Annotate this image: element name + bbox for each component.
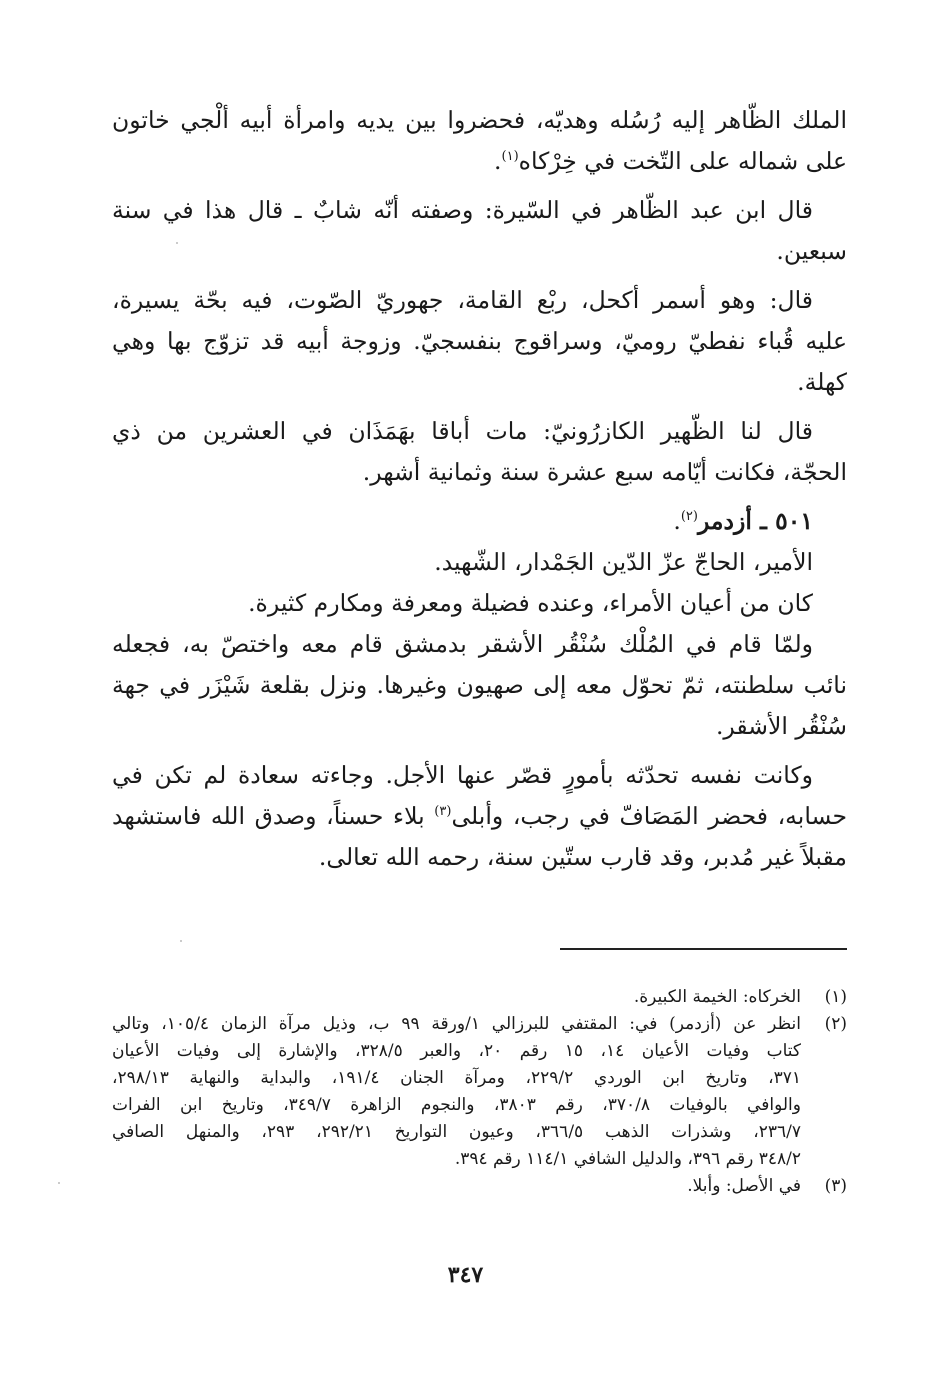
text-line	[112, 501, 847, 542]
footnotes	[112, 984, 847, 1200]
text-line: عليه قُباء نفطيّ روميّ، وسراقوج بنفسجيّ. وزوجة أبيه قد تزوّج بها وهي	[112, 327, 847, 355]
text-line: ٢٣٦/٧، وشذرات الذهب ٣٦٦/٥، وعيون التواريخ ٢٩٢/٢١، ٢٩٣، والمنهل الصافي	[112, 1122, 802, 1142]
text-line: الحجّة، فكانت أيّامه سبع عشرة سنة وثمانية أشهر.	[362, 458, 847, 486]
footnote-3	[112, 1173, 847, 1200]
text-line: في الأصل: وأبلا.	[687, 1176, 801, 1196]
footnote-number: (٢)	[824, 1014, 847, 1034]
main-text	[112, 100, 847, 886]
paragraph-3	[112, 280, 847, 403]
text-line: قال لنا الظّهير الكازرُونيّ: مات أباقا بهَمَذَان في العشرين من ذي	[112, 417, 813, 445]
footnote-divider	[560, 948, 847, 950]
text-line: انظر عن (أزدمر) في: المقتفي للبرزالي ١/ورقة ٩٩ ب، وذيل مرآة الزمان ١٠٥/٤، وتالي	[112, 1014, 801, 1034]
text-line	[112, 796, 847, 837]
text-line: الخركاه: الخيمة الكبيرة.	[633, 987, 801, 1007]
entry-paragraph-3	[112, 624, 847, 747]
paragraph-4	[112, 411, 847, 493]
text-line: قال: وهو أسمر أكحل، ربْع القامة، جهوريّ الصّوت، فيه بحّة يسيرة،	[112, 286, 813, 314]
entry-heading	[112, 501, 847, 542]
footnote-1	[112, 984, 847, 1011]
footnote-number: (١)	[824, 987, 847, 1007]
entry-line-2	[112, 583, 847, 624]
text-line: سبعين.	[776, 237, 847, 265]
text-line: ٣٧١، وتاريخ ابن الوردي ٢٢٩/٢، ومرآة الجنان ١٩١/٤، والبداية والنهاية ٢٩٨/١٣،	[112, 1068, 801, 1088]
scan-speck	[180, 940, 182, 942]
text-line: نائب سلطنته، ثمّ تحوّل معه إلى صهيون وغيرها. ونزل بقلعة شَيْزَر في جهة	[112, 671, 847, 699]
footnote-ref-3[interactable]: (٣)	[434, 804, 452, 820]
page-number: ٣٤٧	[447, 1262, 484, 1288]
text-line: ٣٤٨/٢ رقم ٣٩٦، والدليل الشافي ١١٤/١ رقم ٣٩٤.	[454, 1149, 801, 1169]
text-line: والوافي بالوفيات ٣٧٠/٨، رقم ٣٨٠٣، والنجوم الزاهرة ٣٤٩/٧، وتاريخ ابن الفرات	[112, 1095, 801, 1115]
text-segment: بلاء حسناً، وصدق الله فاستشهد	[112, 802, 425, 830]
entry-paragraph-4	[112, 755, 847, 878]
text-line: كهلة.	[797, 368, 847, 396]
text-line: سُنْقُر الأشقر.	[715, 712, 847, 740]
footnote-text	[112, 984, 801, 1011]
text-line	[112, 141, 847, 182]
punctuation: .	[673, 507, 681, 535]
footnote-text	[112, 1173, 801, 1200]
footnote-2	[112, 1011, 847, 1173]
footnote-number: (٣)	[824, 1176, 847, 1196]
footnote-ref-2[interactable]: (٢)	[680, 509, 698, 525]
text-line: الملك الظّاهر إليه رُسُله وهديّه، فحضروا بين يديه وامرأة أبيه ألْجي خاتون	[112, 106, 847, 134]
text-line: قال ابن عبد الظّاهر في السّيرة: وصفته أنّه شابٌ ـ قال هذا في سنة	[112, 196, 813, 224]
scan-speck	[176, 242, 178, 244]
punctuation: .	[494, 147, 502, 175]
footnote-text	[112, 1011, 801, 1173]
text-line: كان من أعيان الأمراء، وعنده فضيلة ومعرفة ومكارم كثيرة.	[248, 589, 813, 617]
paragraph-2	[112, 190, 847, 272]
text-line: الأمير، الحاجّ عزّ الدّين الجَمْدار، الشّهيد.	[434, 548, 813, 576]
text-line: وكانت نفسه تحدّثه بأمورٍ قصّر عنها الأجل. وجاءته سعادة لم تكن في	[112, 761, 814, 789]
text-line: مقبلاً غير مُدبر، وقد قارب ستّين سنة، رحمه الله تعالى.	[318, 843, 847, 871]
scan-speck	[58, 1182, 60, 1184]
text-segment: على شماله على التّخت في خِرْكاه	[518, 147, 847, 175]
text-segment: حسابه، فحضر المَصَافّ في رجب، وأبلى	[451, 802, 847, 830]
paragraph-1	[112, 100, 847, 182]
entry-line-1	[112, 542, 847, 583]
footnote-ref-1[interactable]: (١)	[501, 149, 519, 165]
entry-title: ٥٠١ ـ أزدمر	[697, 507, 813, 535]
text-line: كتاب وفيات الأعيان ١٤، ١٥ رقم ٢٠، والعبر ٣٢٨/٥، والإشارة إلى وفيات الأعيان	[112, 1041, 802, 1061]
text-line: ولمّا قام في المُلْك سُنْقُر الأشقر بدمشق قام معه واختصّ به، فجعله	[112, 630, 813, 658]
